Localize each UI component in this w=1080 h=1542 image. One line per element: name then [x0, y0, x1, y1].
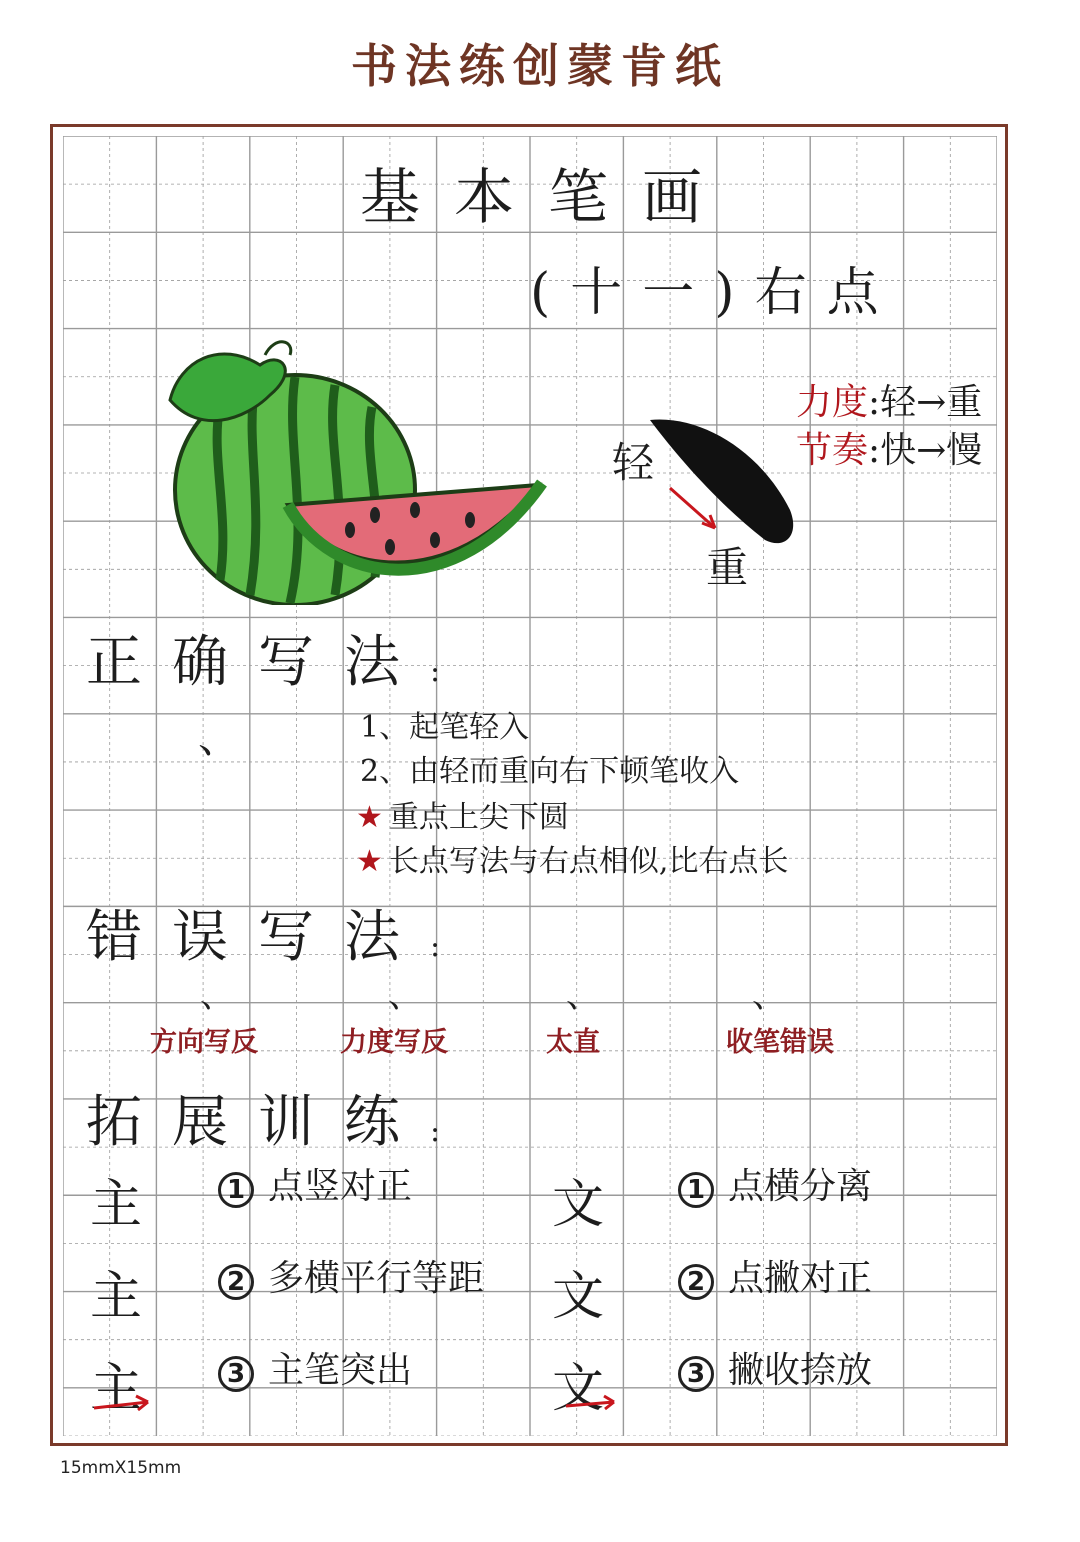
star-icon: ★ — [356, 844, 383, 879]
right-dot-stroke-demo — [640, 410, 810, 550]
force-label: 力度 — [796, 382, 869, 423]
wrong-mark-2: 、 — [388, 976, 422, 1016]
wrong-label-3: 太直 — [546, 1027, 600, 1058]
watermelon-illustration — [150, 325, 550, 605]
correct-title: 正确写法 — [86, 630, 430, 695]
circled-number: 1 — [678, 1172, 714, 1208]
ext-left-item-1: 1 点竖对正 — [218, 1158, 412, 1209]
rhythm-note — [796, 422, 982, 473]
circled-number: 3 — [218, 1356, 254, 1392]
wrong-mark-1: 、 — [200, 976, 234, 1016]
light-label: 轻 — [612, 438, 655, 487]
ext-right-char-1: 文 — [552, 1175, 605, 1235]
circled-number: 2 — [218, 1264, 254, 1300]
extension-training-heading — [86, 1078, 470, 1158]
ext-right-item-2: 2 点撇对正 — [678, 1250, 872, 1301]
correct-tip-1: ★ 重点上尖下圆 — [356, 800, 569, 835]
ext-left-item-3: 3 主笔突出 — [218, 1342, 412, 1393]
wrong-mark-4: 、 — [752, 976, 786, 1016]
ext-right-item-1: 1 点横分离 — [678, 1158, 872, 1209]
wrong-label-4: 收笔错误 — [726, 1027, 834, 1058]
star-icon: ★ — [356, 800, 383, 835]
ext-left-char-3: 主 — [90, 1359, 143, 1419]
correct-writing-heading — [86, 618, 470, 698]
ext-right-item-3: 3 撇收捺放 — [678, 1342, 872, 1393]
wrong-title: 错误写法 — [86, 905, 430, 970]
correct-tip-2: ★ 长点写法与右点相似,比右点长 — [356, 844, 789, 879]
lesson-subtitle: (十一)右点 — [530, 263, 899, 323]
wrong-colon: : — [430, 929, 471, 964]
wrong-writing-heading — [86, 893, 470, 973]
force-note — [796, 374, 982, 425]
force-value: :轻→重 — [868, 382, 983, 423]
circled-number: 1 — [218, 1172, 254, 1208]
wrong-label-2: 力度写反 — [340, 1027, 448, 1058]
correct-colon: : — [430, 654, 471, 689]
heavy-label: 重 — [706, 543, 749, 592]
correct-step-1: 1、起笔轻入 — [360, 710, 530, 745]
circled-number: 3 — [678, 1356, 714, 1392]
extension-title: 拓展训练 — [86, 1090, 430, 1155]
extension-colon: : — [430, 1114, 471, 1149]
ext-left-item-2: 2 多横平行等距 — [218, 1250, 484, 1301]
page-title: 书法练创蒙肯纸 — [351, 39, 729, 93]
correct-step-2: 2、由轻而重向右下顿笔收入 — [360, 754, 740, 789]
circled-number: 2 — [678, 1264, 714, 1300]
ext-right-char-2: 文 — [552, 1267, 605, 1327]
grid-size-note: 15mmX15mm — [60, 1458, 182, 1478]
rhythm-value: :快→慢 — [868, 430, 983, 471]
red-arrow-annotation — [86, 1380, 166, 1420]
ext-left-char-1: 主 — [90, 1175, 143, 1235]
wrong-label-1: 方向写反 — [150, 1027, 258, 1058]
lesson-title: 基本笔画 — [360, 163, 736, 233]
ext-right-char-3: 文 — [552, 1359, 605, 1419]
correct-sample-dot: 、 — [198, 713, 241, 762]
red-arrow-annotation — [560, 1382, 630, 1422]
wrong-mark-3: 、 — [566, 976, 600, 1016]
ext-left-char-2: 主 — [90, 1267, 143, 1327]
rhythm-label: 节奏 — [796, 430, 869, 471]
